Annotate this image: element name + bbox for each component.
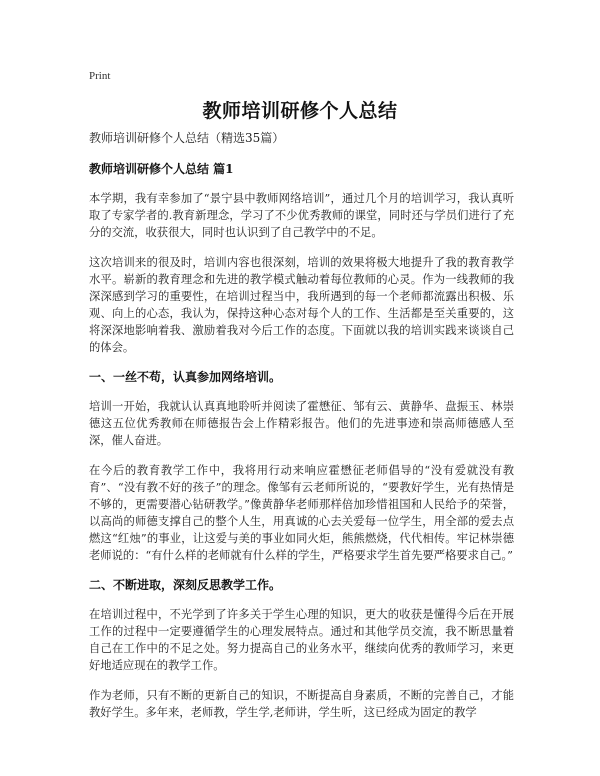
heading-2: 二、不断进取，深刻反思教学工作。 bbox=[89, 578, 282, 592]
paragraph-6: 作为老师，只有不断的更新自己的知识，不断提高自身素质，不断的完善自己，才能教好学生。多年来，老师教，学生学,老师讲，学生听，这已经成为固定的教学 bbox=[89, 689, 514, 719]
article-body bbox=[89, 130, 514, 733]
document-subtitle: 教师培训研修个人总结（精选35篇） bbox=[89, 131, 285, 145]
paragraph-5: 在培训过程中，不光学到了许多关于学生心理的知识，更大的收获是懂得今后在开展工作的过程中一定要遵循学生的心理发展特点。通过和其他学员交流，我不断思量着自己在工作中的不足之处。努力提高自己的业务水平，继续向优秀的教师学习，来更好地适应现在的教学工作。 bbox=[89, 608, 514, 672]
print-label[interactable]: Print bbox=[89, 70, 111, 82]
paragraph-3: 培训一开始，我就认认真真地聆听并阅读了霍懋征、邹有云、黄静华、盘振玉、林崇德这五位优秀教师在师德报告会上作精彩报告。他们的先进事迹和崇高师德感人至深，催人奋进。 bbox=[89, 400, 514, 447]
page-title: 教师培训研修个人总结 bbox=[202, 100, 398, 122]
section-title: 教师培训研修个人总结 篇1 bbox=[89, 162, 234, 176]
paragraph-2: 这次培训来的很及时，培训内容也很深刻，培训的效果将极大地提升了我的教育教学水平。崭新的教育理念和先进的教学模式触动着每位教师的心灵。作为一线教师的我深深感到学习的重要性，在培训过程当中，我所遇到的每一个老师都流露出积极、乐观、向上的心态，我认为，保持这种心态对每个人的工作、生活都是至关重要的，这将深深地影响着我、激励着我对今后工作的态度。下面就以我的培训实践来谈谈自己的体会。 bbox=[89, 256, 514, 354]
heading-1: 一、一丝不苟，认真参加网络培训。 bbox=[89, 370, 282, 384]
paragraph-4: 在今后的教育教学工作中，我将用行动来响应霍懋征老师倡导的“没有爱就没有教育”、“没有教不好的孩子”的理念。像邹有云老师所说的，“要教好学生，光有热情是不够的，更需要潜心钻研教学。”像黄静华老师那样倍加珍惜祖国和人民给予的荣誉，以高尚的师德支撑自己的整个人生，用真诚的心去关爱每一位学生，用全部的爱去点燃这“红烛”的事业，让这爱与美的事业如同火炬，熊熊燃烧，代代相传。牢记林崇德老师说的：“有什么样的老师就有什么样的学生，严格要求学生首先要严格要求自己。” bbox=[89, 464, 514, 562]
paragraph-1: 本学期，我有幸参加了“景宁县中教师网络培训”，通过几个月的培训学习，我认真听取了专家学者的.教育新理念，学习了不少优秀教师的课堂，同时还与学员们进行了充分的交流，收获很大，同时也认识到了自己教学中的不足。 bbox=[89, 192, 514, 239]
